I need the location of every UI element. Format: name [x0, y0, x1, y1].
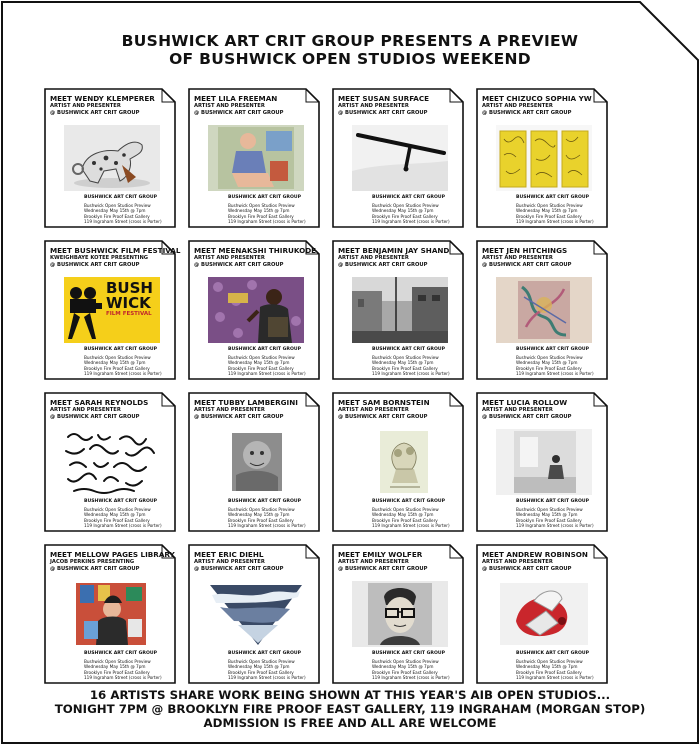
artist-role: ARTIST AND PRESENTER	[50, 103, 121, 109]
card-footer	[516, 195, 606, 224]
card-header	[50, 94, 168, 116]
card-footer	[372, 195, 462, 224]
card-header	[482, 246, 600, 268]
artist-name	[194, 550, 312, 559]
artist-role: ARTIST AND PRESENTER	[194, 255, 265, 261]
artist-venue-tag: @ BUSHWICK ART CRIT GROUP	[338, 413, 428, 420]
footer-group: BUSHWICK ART CRIT GROUP	[228, 651, 301, 656]
footer-event: Bushwick Open Studios Preview	[228, 355, 295, 361]
footer-group: BUSHWICK ART CRIT GROUP	[516, 195, 589, 200]
room-photo-image	[496, 429, 592, 495]
footer-group: BUSHWICK ART CRIT GROUP	[228, 195, 301, 200]
meet-prefix: MEET	[194, 398, 216, 407]
meet-prefix: MEET	[338, 398, 360, 407]
artist-role: ARTIST AND PRESENTER	[194, 559, 265, 565]
artist-role: ARTIST AND PRESENTER	[194, 103, 265, 109]
footer-event: Bushwick Open Studios Preview	[84, 203, 151, 209]
card-footer	[228, 651, 318, 680]
footer-address: 119 Ingraham Street (cross is Porter)	[228, 370, 306, 376]
artist-role: ARTIST AND PRESENTER	[194, 407, 265, 413]
footer-date: Wednesday May 15th @ 7pm	[84, 512, 146, 518]
card-header	[338, 550, 456, 572]
footer-venue: Brooklyn Fire Proof East Gallery	[372, 669, 438, 675]
artist-card	[44, 240, 181, 380]
card-header	[482, 398, 600, 420]
footer-event: Bushwick Open Studios Preview	[516, 507, 583, 513]
card-header	[194, 246, 317, 268]
artist-venue-tag: @ BUSHWICK ART CRIT GROUP	[482, 413, 572, 420]
card-footer	[516, 347, 606, 376]
horse-sculpture-image	[64, 125, 160, 191]
artist-name-text: SAM BORNSTEIN	[362, 398, 430, 407]
card-header	[482, 94, 600, 116]
artist-name	[194, 398, 312, 407]
footer-group: BUSHWICK ART CRIT GROUP	[84, 499, 157, 504]
artist-role: ARTIST AND PRESENTER	[50, 407, 121, 413]
footer-event: Bushwick Open Studios Preview	[228, 659, 295, 665]
artist-venue-tag: @ BUSHWICK ART CRIT GROUP	[338, 109, 428, 116]
footer-event: Bushwick Open Studios Preview	[516, 203, 583, 209]
footer-address: 119 Ingraham Street (cross is Porter)	[84, 522, 162, 528]
footer-venue: Brooklyn Fire Proof East Gallery	[84, 517, 150, 523]
meet-prefix: MEET	[482, 398, 504, 407]
footer-group: BUSHWICK ART CRIT GROUP	[84, 195, 157, 200]
artist-venue-tag: @ BUSHWICK ART CRIT GROUP	[194, 261, 284, 268]
meet-prefix: MEET	[482, 246, 504, 255]
library-photo-image	[64, 581, 160, 647]
red-sculpture-image	[496, 581, 592, 647]
artist-name-text: SUSAN SURFACE	[362, 94, 430, 103]
card-footer	[84, 499, 174, 528]
artist-card	[188, 88, 320, 228]
footer-date: Wednesday May 15th @ 7pm	[372, 360, 434, 366]
abstract-painting-image	[496, 277, 592, 343]
artist-name	[482, 398, 600, 407]
portrait-glasses-image	[352, 581, 448, 647]
artist-name-text: BENJAMIN JAY SHAND	[362, 246, 450, 255]
artist-name	[482, 246, 600, 255]
footer-venue: Brooklyn Fire Proof East Gallery	[516, 365, 582, 371]
artist-venue-tag: @ BUSHWICK ART CRIT GROUP	[50, 413, 140, 420]
meet-prefix: MEET	[50, 550, 72, 559]
footer-address: 119 Ingraham Street (cross is Porter)	[372, 370, 450, 376]
artist-name-text: SARAH REYNOLDS	[74, 398, 149, 407]
footer-address: 119 Ingraham Street (cross is Porter)	[516, 370, 594, 376]
footer-date: Wednesday May 15th @ 7pm	[372, 664, 434, 670]
card-footer	[228, 347, 318, 376]
announcement-line-3: ADMISSION IS FREE AND ALL ARE WELCOME	[203, 716, 497, 730]
footer-group: BUSHWICK ART CRIT GROUP	[372, 347, 445, 352]
footer-address: 119 Ingraham Street (cross is Porter)	[372, 674, 450, 680]
meet-prefix: MEET	[50, 94, 72, 103]
footer-event: Bushwick Open Studios Preview	[372, 659, 439, 665]
footer-date: Wednesday May 15th @ 7pm	[228, 664, 290, 670]
footer-event: Bushwick Open Studios Preview	[516, 355, 583, 361]
announcement-line-1: 16 ARTISTS SHARE WORK BEING SHOWN AT THIS YEAR'S AIB OPEN STUDIOS...	[89, 688, 611, 702]
artist-name	[50, 398, 168, 407]
artist-venue-tag: @ BUSHWICK ART CRIT GROUP	[338, 565, 428, 572]
card-footer	[516, 499, 606, 528]
footer-venue: Brooklyn Fire Proof East Gallery	[84, 365, 150, 371]
artist-role: ARTIST AND PRESENTER	[338, 559, 409, 565]
announcement-line-2: TONIGHT 7PM @ BROOKLYN FIRE PROOF EAST GALLERY, 119 INGRAHAM (MORGAN STOP)	[54, 702, 646, 716]
card-header	[194, 550, 312, 572]
artist-name-text: ANDREW ROBINSON	[506, 550, 588, 559]
footer-group: BUSHWICK ART CRIT GROUP	[372, 499, 445, 504]
footer-group: BUSHWICK ART CRIT GROUP	[516, 347, 589, 352]
artist-name	[338, 398, 456, 407]
footer-address: 119 Ingraham Street (cross is Porter)	[516, 674, 594, 680]
artist-card	[44, 544, 176, 684]
artist-card	[476, 240, 608, 380]
meet-prefix: MEET	[50, 398, 72, 407]
card-header	[194, 94, 312, 116]
meet-prefix: MEET	[194, 94, 216, 103]
artist-card	[188, 392, 320, 532]
purple-portrait-image	[208, 277, 304, 343]
footer-address: 119 Ingraham Street (cross is Porter)	[228, 218, 306, 224]
card-header	[482, 550, 600, 572]
card-header	[50, 246, 181, 268]
card-footer	[372, 499, 462, 528]
footer-address: 119 Ingraham Street (cross is Porter)	[372, 218, 450, 224]
card-footer	[516, 651, 606, 680]
artist-venue-tag: @ BUSHWICK ART CRIT GROUP	[194, 413, 284, 420]
footer-group: BUSHWICK ART CRIT GROUP	[228, 347, 301, 352]
artist-card	[44, 392, 176, 532]
artist-name-text: JEN HITCHINGS	[506, 246, 568, 255]
footer-date: Wednesday May 15th @ 7pm	[84, 208, 146, 214]
artist-name-text: EMILY WOLFER	[362, 550, 423, 559]
footer-date: Wednesday May 15th @ 7pm	[516, 208, 578, 214]
artist-name	[50, 246, 181, 255]
footer-group: BUSHWICK ART CRIT GROUP	[228, 499, 301, 504]
footer-address: 119 Ingraham Street (cross is Porter)	[228, 522, 306, 528]
artist-name	[50, 94, 168, 103]
artist-venue-tag: @ BUSHWICK ART CRIT GROUP	[338, 261, 428, 268]
title-line-2: OF BUSHWICK OPEN STUDIOS WEEKEND	[169, 50, 531, 68]
figure-painting-image	[208, 125, 304, 191]
artist-card	[332, 240, 464, 380]
footer-date: Wednesday May 15th @ 7pm	[228, 360, 290, 366]
footer-venue: Brooklyn Fire Proof East Gallery	[372, 213, 438, 219]
footer-address: 119 Ingraham Street (cross is Porter)	[516, 218, 594, 224]
artist-role: ARTIST AND PRESENTER	[482, 407, 553, 413]
footer-event: Bushwick Open Studios Preview	[84, 659, 151, 665]
artist-name-text: BUSHWICK FILM FESTIVAL	[74, 246, 181, 255]
footer-venue: Brooklyn Fire Proof East Gallery	[228, 517, 294, 523]
artist-card	[332, 88, 464, 228]
card-header	[50, 398, 168, 420]
meet-prefix: MEET	[482, 550, 504, 559]
footer-date: Wednesday May 15th @ 7pm	[84, 664, 146, 670]
footer-event: Bushwick Open Studios Preview	[372, 507, 439, 513]
footer-event: Bushwick Open Studios Preview	[228, 507, 295, 513]
artist-name-text: LILA FREEMAN	[218, 94, 278, 103]
meet-prefix: MEET	[50, 246, 72, 255]
artist-venue-tag: @ BUSHWICK ART CRIT GROUP	[50, 109, 140, 116]
artist-name-text: ERIC DIEHL	[218, 550, 264, 559]
footer-event: Bushwick Open Studios Preview	[228, 203, 295, 209]
footer-venue: Brooklyn Fire Proof East Gallery	[372, 365, 438, 371]
footer-date: Wednesday May 15th @ 7pm	[372, 208, 434, 214]
artist-role: ARTIST AND PRESENTER	[338, 407, 409, 413]
artist-name	[338, 94, 456, 103]
ceramic-sculpture-image	[352, 429, 448, 495]
artist-venue-tag: @ BUSHWICK ART CRIT GROUP	[482, 261, 572, 268]
artist-name-text: MEENAKSHI THIRUKODE	[218, 246, 317, 255]
card-footer	[228, 195, 318, 224]
footer-event: Bushwick Open Studios Preview	[372, 355, 439, 361]
gray-drawing-image	[208, 429, 304, 495]
footer-date: Wednesday May 15th @ 7pm	[228, 512, 290, 518]
footer-event: Bushwick Open Studios Preview	[84, 507, 151, 513]
footer-event: Bushwick Open Studios Preview	[84, 355, 151, 361]
poster-subtitle: FILM FESTIVAL	[106, 311, 152, 317]
card-footer	[228, 499, 318, 528]
artist-card	[332, 392, 464, 532]
footer-event: Bushwick Open Studios Preview	[372, 203, 439, 209]
footer-venue: Brooklyn Fire Proof East Gallery	[84, 669, 150, 675]
meet-prefix: MEET	[338, 94, 360, 103]
poster-title	[106, 281, 158, 318]
artist-name-text: CHIZUCO SOPHIA YW	[506, 94, 592, 103]
artist-role: JACOB PERKINS PRESENTING	[50, 559, 135, 565]
artist-venue-tag: @ BUSHWICK ART CRIT GROUP	[50, 261, 140, 268]
footer-venue: Brooklyn Fire Proof East Gallery	[516, 669, 582, 675]
card-header	[338, 398, 456, 420]
card-footer	[84, 195, 174, 224]
footer-address: 119 Ingraham Street (cross is Porter)	[84, 218, 162, 224]
yellow-panels-image	[496, 125, 592, 191]
artist-card	[44, 88, 176, 228]
footer-date: Wednesday May 15th @ 7pm	[228, 208, 290, 214]
artist-name-text: WENDY KLEMPERER	[74, 94, 155, 103]
meet-prefix: MEET	[194, 246, 216, 255]
artist-venue-tag: @ BUSHWICK ART CRIT GROUP	[194, 565, 284, 572]
meet-prefix: MEET	[194, 550, 216, 559]
artist-name	[482, 550, 600, 559]
bottom-announcement	[0, 688, 700, 730]
footer-group: BUSHWICK ART CRIT GROUP	[372, 195, 445, 200]
artist-name-text: LUCIA ROLLOW	[506, 398, 568, 407]
footer-date: Wednesday May 15th @ 7pm	[516, 664, 578, 670]
artist-role: ARTIST AND PRESENTER	[482, 103, 553, 109]
artist-name	[50, 550, 175, 559]
artist-name	[194, 246, 317, 255]
artist-role: ARTIST AND PRESENTER	[482, 255, 553, 261]
footer-group: BUSHWICK ART CRIT GROUP	[372, 651, 445, 656]
artist-card	[476, 544, 608, 684]
artist-grid	[44, 88, 654, 686]
footer-venue: Brooklyn Fire Proof East Gallery	[84, 213, 150, 219]
artist-name	[338, 550, 456, 559]
artist-venue-tag: @ BUSHWICK ART CRIT GROUP	[482, 565, 572, 572]
footer-date: Wednesday May 15th @ 7pm	[372, 512, 434, 518]
footer-venue: Brooklyn Fire Proof East Gallery	[228, 365, 294, 371]
artist-name	[482, 94, 600, 103]
artist-venue-tag: @ BUSHWICK ART CRIT GROUP	[50, 565, 140, 572]
poster-title-line-1: BUSH	[106, 279, 153, 297]
footer-date: Wednesday May 15th @ 7pm	[516, 360, 578, 366]
artist-name	[194, 94, 312, 103]
card-header	[338, 94, 456, 116]
card-footer	[84, 651, 174, 680]
footer-address: 119 Ingraham Street (cross is Porter)	[372, 522, 450, 528]
poster-title-line-2: WICK	[106, 294, 151, 312]
footer-group: BUSHWICK ART CRIT GROUP	[516, 651, 589, 656]
artist-venue-tag: @ BUSHWICK ART CRIT GROUP	[482, 109, 572, 116]
footer-group: BUSHWICK ART CRIT GROUP	[84, 651, 157, 656]
footer-event: Bushwick Open Studios Preview	[516, 659, 583, 665]
artist-name-text: MELLOW PAGES LIBRARY	[74, 550, 175, 559]
artist-role: ARTIST AND PRESENTER	[338, 255, 409, 261]
footer-address: 119 Ingraham Street (cross is Porter)	[228, 674, 306, 680]
card-header	[50, 550, 175, 572]
card-header	[194, 398, 312, 420]
meet-prefix: MEET	[338, 550, 360, 559]
card-footer	[372, 651, 462, 680]
street-photo-image	[352, 277, 448, 343]
footer-address: 119 Ingraham Street (cross is Porter)	[84, 370, 162, 376]
artist-card	[476, 392, 608, 532]
meet-prefix: MEET	[482, 94, 504, 103]
footer-address: 119 Ingraham Street (cross is Porter)	[516, 522, 594, 528]
footer-date: Wednesday May 15th @ 7pm	[84, 360, 146, 366]
artist-card	[476, 88, 608, 228]
artist-role: ARTIST AND PRESENTER	[482, 559, 553, 565]
page-title	[0, 32, 700, 68]
card-header	[338, 246, 456, 268]
footer-venue: Brooklyn Fire Proof East Gallery	[372, 517, 438, 523]
artist-card	[188, 240, 320, 380]
film-festival-poster-image	[64, 277, 160, 343]
footer-venue: Brooklyn Fire Proof East Gallery	[516, 517, 582, 523]
footer-venue: Brooklyn Fire Proof East Gallery	[516, 213, 582, 219]
artist-card	[332, 544, 464, 684]
artist-name	[338, 246, 456, 255]
artist-role: ARTIST AND PRESENTER	[338, 103, 409, 109]
artist-card	[188, 544, 320, 684]
card-footer	[372, 347, 462, 376]
footer-group: BUSHWICK ART CRIT GROUP	[84, 347, 157, 352]
artist-role: KWEIGHBAYE KOTEE PRESENTING	[50, 255, 149, 261]
black-bar-sculpture-image	[352, 125, 448, 191]
artist-name-text: TUBBY LAMBERGINI	[218, 398, 298, 407]
ink-pattern-image	[64, 429, 160, 495]
landscape-triangle-image	[208, 581, 304, 647]
footer-address: 119 Ingraham Street (cross is Porter)	[84, 674, 162, 680]
meet-prefix: MEET	[338, 246, 360, 255]
card-footer	[84, 347, 174, 376]
footer-venue: Brooklyn Fire Proof East Gallery	[228, 213, 294, 219]
footer-group: BUSHWICK ART CRIT GROUP	[516, 499, 589, 504]
footer-date: Wednesday May 15th @ 7pm	[516, 512, 578, 518]
footer-venue: Brooklyn Fire Proof East Gallery	[228, 669, 294, 675]
title-line-1: BUSHWICK ART CRIT GROUP PRESENTS A PREVIEW	[121, 32, 579, 50]
artist-venue-tag: @ BUSHWICK ART CRIT GROUP	[194, 109, 284, 116]
